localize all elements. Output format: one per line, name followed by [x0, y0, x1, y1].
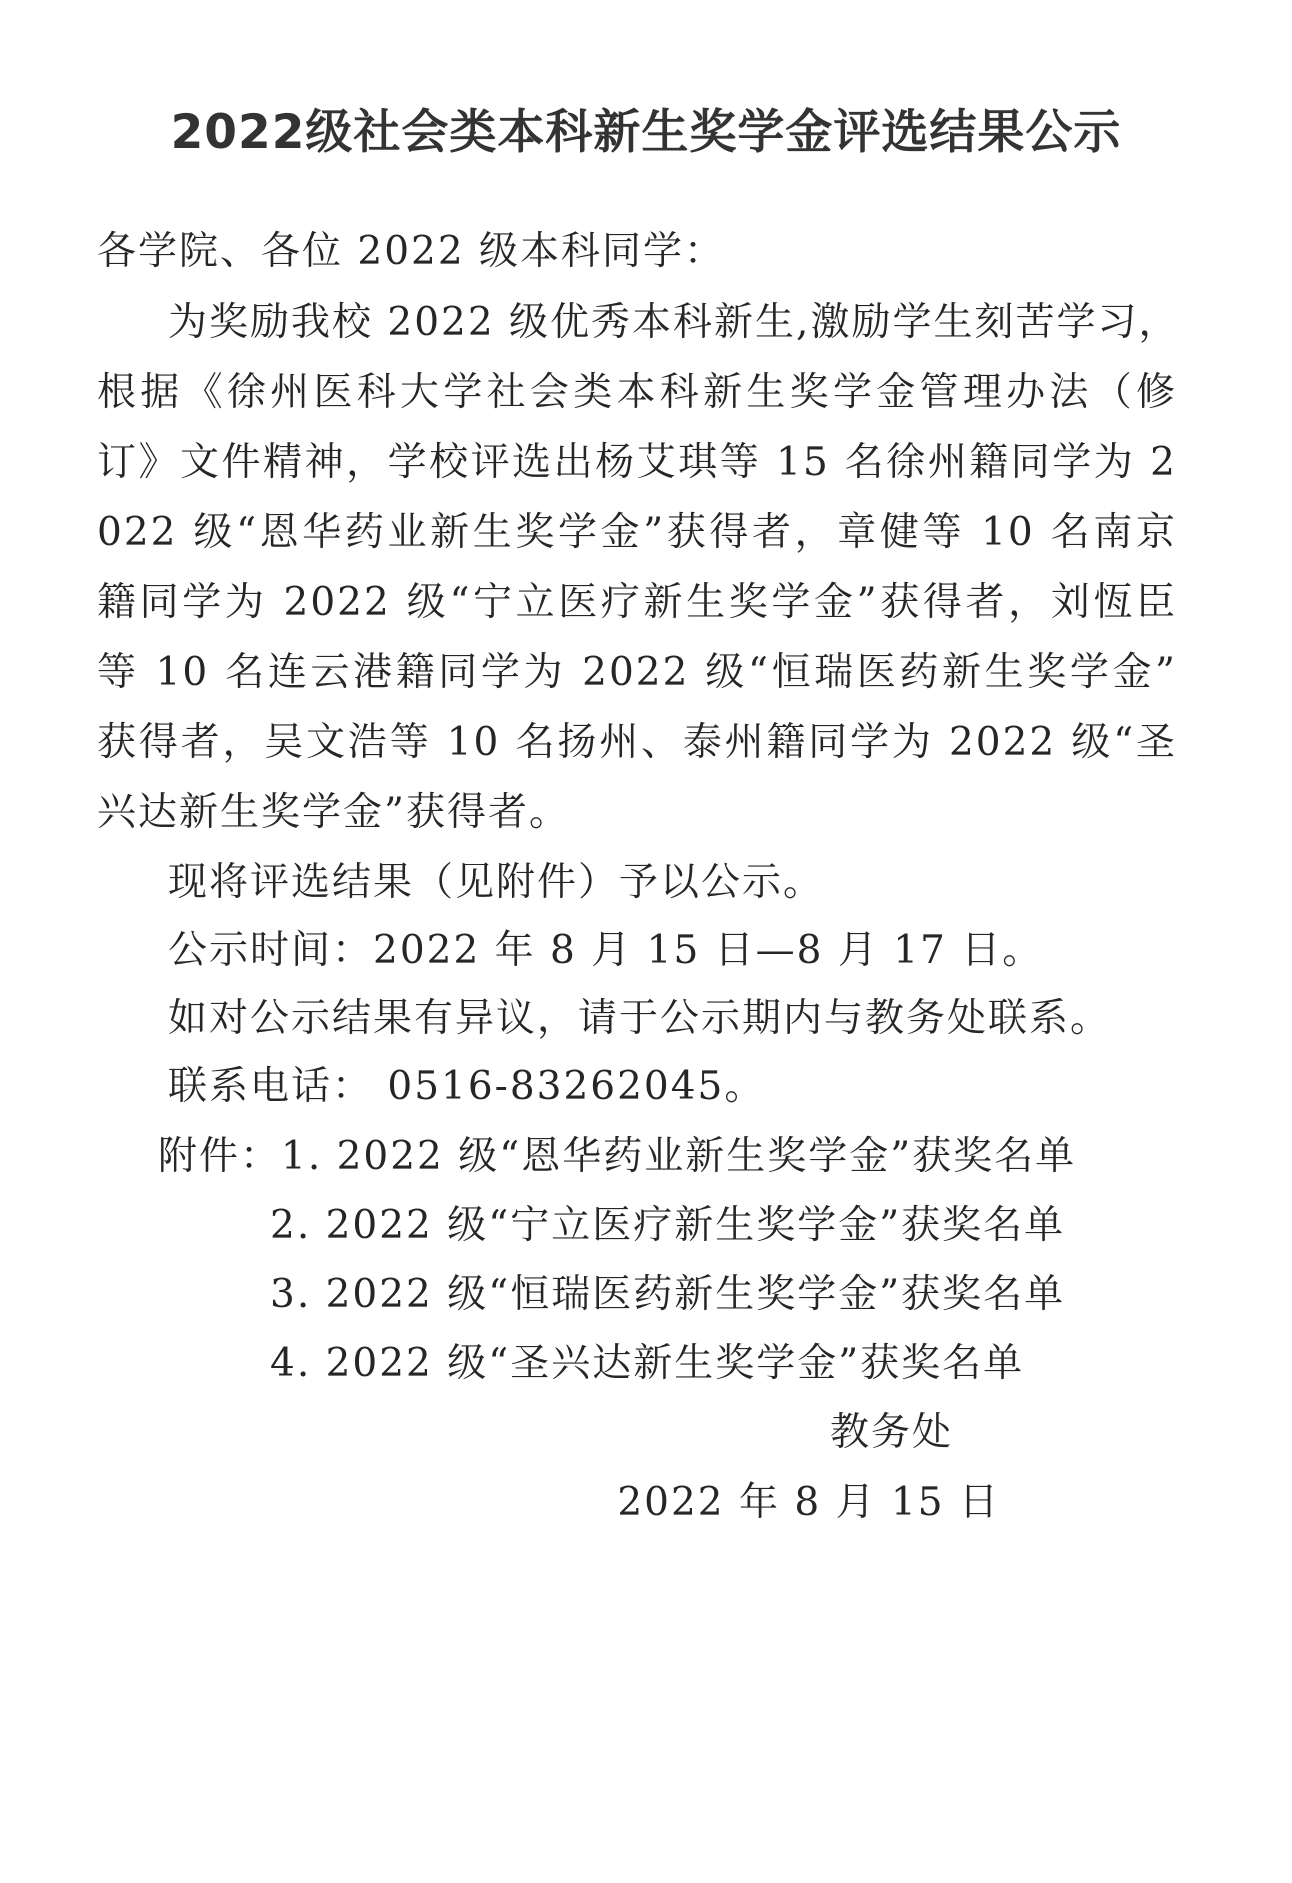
document-title: 2022级社会类本科新生奖学金评选结果公示	[170, 105, 1122, 160]
attachment-item: 3. 2022 级“恒瑞医药新生奖学金”获奖名单	[270, 1272, 1066, 1317]
attachment-item: 2. 2022 级“宁立医疗新生奖学金”获奖名单	[270, 1203, 1066, 1248]
body-line: 订》文件精神，学校评选出杨艾琪等 15 名徐州籍同学为 2	[97, 440, 1177, 485]
attachment-item: 附件：1. 2022 级“恩华药业新生奖学金”获奖名单	[158, 1134, 1077, 1179]
issuing-office: 教务处	[830, 1410, 954, 1455]
body-line: 兴达新生奖学金”获得者。	[97, 790, 570, 835]
body-line: 获得者，吴文浩等 10 名扬州、泰州籍同学为 2022 级“圣	[97, 720, 1177, 765]
attachment-item: 4. 2022 级“圣兴达新生奖学金”获奖名单	[270, 1341, 1025, 1386]
body-line: 为奖励我校 2022 级优秀本科新生,激励学生刻苦学习，	[168, 300, 1180, 345]
publicity-period: 公示时间：2022 年 8 月 15 日—8 月 17 日。	[168, 928, 1044, 973]
body-line: 籍同学为 2022 级“宁立医疗新生奖学金”获得者，刘恆臣	[97, 580, 1177, 625]
publicity-notice: 现将评选结果（见附件）予以公示。	[168, 860, 825, 905]
contact-phone: 联系电话： 0516-83262045。	[168, 1064, 766, 1109]
body-line: 等 10 名连云港籍同学为 2022 级“恒瑞医药新生奖学金”	[97, 650, 1177, 695]
salutation: 各学院、各位 2022 级本科同学：	[97, 229, 726, 274]
body-line: 根据《徐州医科大学社会类本科新生奖学金管理办法（修	[97, 370, 1177, 415]
issue-date: 2022 年 8 月 15 日	[617, 1480, 1000, 1525]
body-line: 022 级“恩华药业新生奖学金”获得者，章健等 10 名南京	[97, 510, 1177, 555]
objection-notice: 如对公示结果有异议，请于公示期内与教务处联系。	[168, 996, 1112, 1041]
